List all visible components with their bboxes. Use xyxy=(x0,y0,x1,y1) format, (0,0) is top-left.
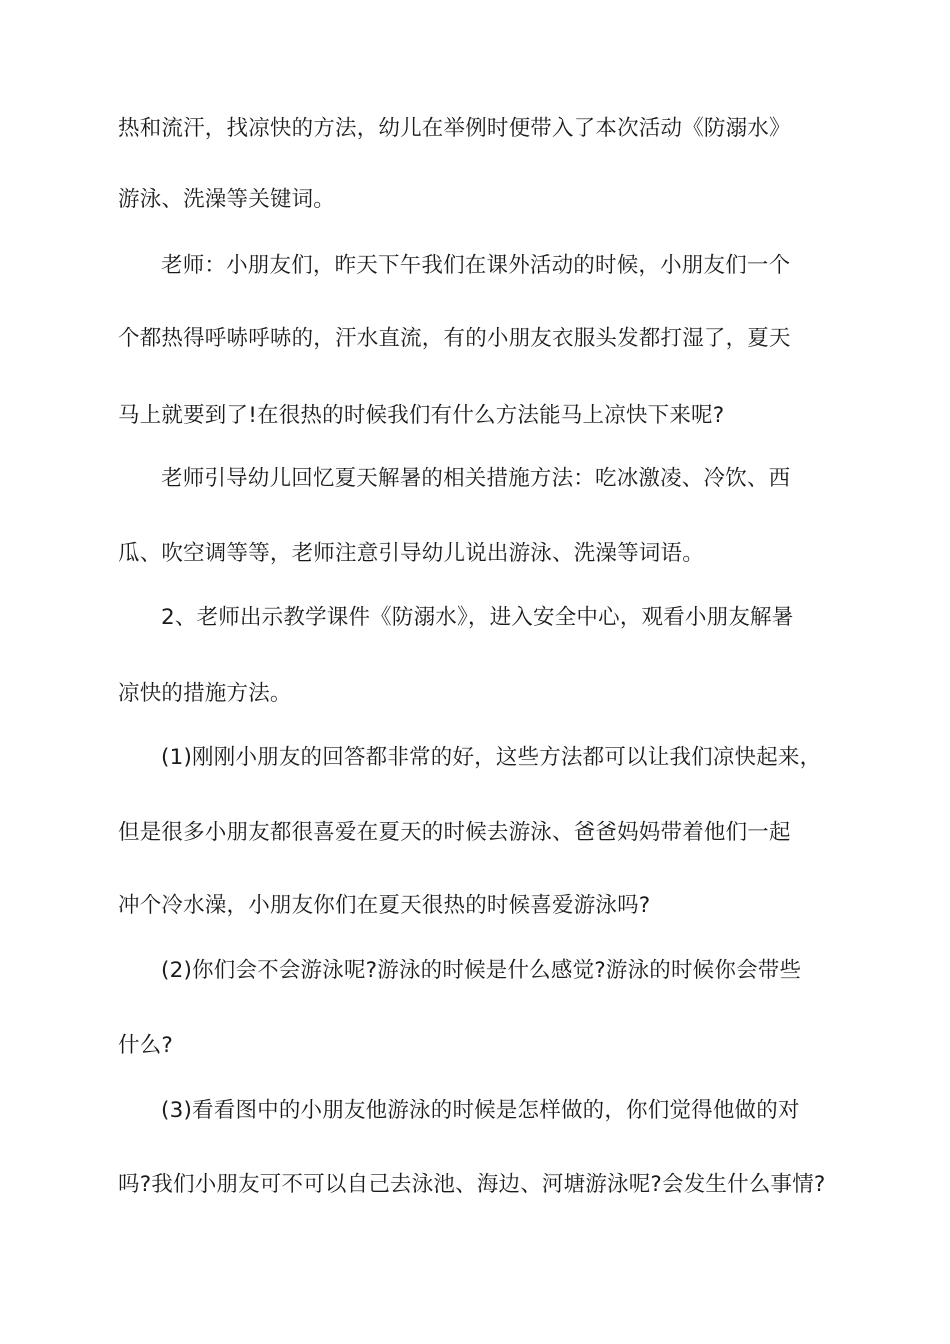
paragraph-start-line: (2)你们会不会游泳呢?游泳的时候是什么感觉?游泳的时候你会带些 xyxy=(161,958,802,983)
paragraph-start-line: 2、老师出示教学课件《防溺水》，进入安全中心，观看小朋友解暑 xyxy=(161,605,794,630)
paragraph-start-line: 老师引导幼儿回忆夏天解暑的相关措施方法：吃冰激凌、冷饮、西 xyxy=(161,466,791,491)
text-line: 个都热得呼哧呼哧的，汗水直流，有的小朋友衣服头发都打湿了，夏天 xyxy=(118,326,791,351)
paragraph-start-line: (3)看看图中的小朋友他游泳的时候是怎样做的，你们觉得他做的对 xyxy=(161,1098,800,1123)
text-line: 瓜、吹空调等等，老师注意引导幼儿说出游泳、洗澡等词语。 xyxy=(118,541,704,566)
text-line: 吗?我们小朋友可不可以自己去泳池、海边、河塘游泳呢?会发生什么事情? xyxy=(118,1172,826,1197)
paragraph-start-line: (1)刚刚小朋友的回答都非常的好，这些方法都可以让我们凉快起来， xyxy=(161,745,822,770)
text-line: 什么? xyxy=(118,1033,174,1058)
text-line: 热和流汗，找凉快的方法，幼儿在举例时便带入了本次活动《防溺水》 xyxy=(118,116,791,141)
text-line: 但是很多小朋友都很喜爱在夏天的时候去游泳、爸爸妈妈带着他们一起 xyxy=(118,820,791,845)
text-line: 马上就要到了!在很热的时候我们有什么方法能马上凉快下来呢? xyxy=(118,403,725,428)
text-line: 凉快的措施方法。 xyxy=(118,681,292,706)
paragraph-start-line: 老师：小朋友们，昨天下午我们在课外活动的时候，小朋友们一个 xyxy=(161,253,791,278)
text-line: 游泳、洗澡等关键词。 xyxy=(118,187,336,212)
text-line: 冲个冷水澡，小朋友你们在夏天很热的时候喜爱游泳吗? xyxy=(118,893,651,918)
